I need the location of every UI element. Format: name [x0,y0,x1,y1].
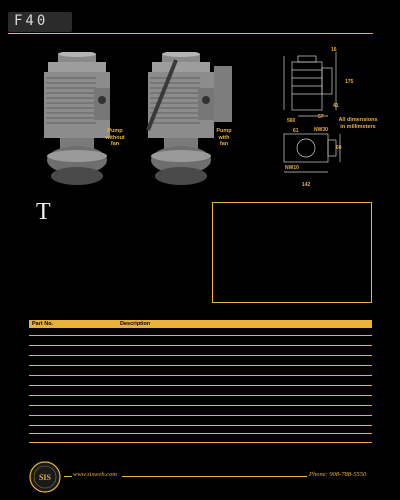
table-row [29,375,372,376]
dimension-value: 61 [293,128,299,134]
parts-table-header [29,320,372,328]
table-row [29,433,372,434]
table-row [29,365,372,366]
dimension-value: 175 [345,79,354,85]
column-header-description: Description [120,321,151,327]
table-row [29,355,372,356]
pump-with-fan-image [142,52,234,187]
table-row [29,405,372,406]
dimension-value: 16 [331,47,337,53]
drop-cap: T [36,199,51,225]
dimension-note: All dimensions in millimeters [338,117,378,130]
sis-logo [29,461,61,493]
title-rule [8,33,373,34]
table-row [29,415,372,416]
table-row [29,385,372,386]
dimension-value: 560 [287,118,296,124]
table-row [29,345,372,346]
pump-with-fan-label: Pump with fan [216,128,232,147]
dimension-value: 57 [318,114,324,120]
spec-box [212,202,372,303]
dimension-value: NW30 [314,127,328,133]
footer-rule [122,476,307,477]
dimension-value: 60 [336,145,342,151]
table-row [29,335,372,336]
svg-text:SIS: SIS [38,473,52,482]
dimension-value: NW10 [285,165,299,171]
column-header-part-no: Part No. [32,321,54,327]
footer-phone: Phone: 908-788-5550 [309,471,367,478]
pump-without-fan-label: Pump without fan [105,128,125,147]
dimension-value: 41 [333,103,339,109]
footer-rule-left [64,476,72,477]
table-row [29,395,372,396]
table-row [29,425,372,426]
page-title: F40 [14,13,49,29]
footer-url[interactable]: www.sisweb.com [73,471,117,478]
table-row [29,442,372,443]
pump-without-fan-image [38,52,116,187]
dimension-value: 142 [302,182,311,188]
